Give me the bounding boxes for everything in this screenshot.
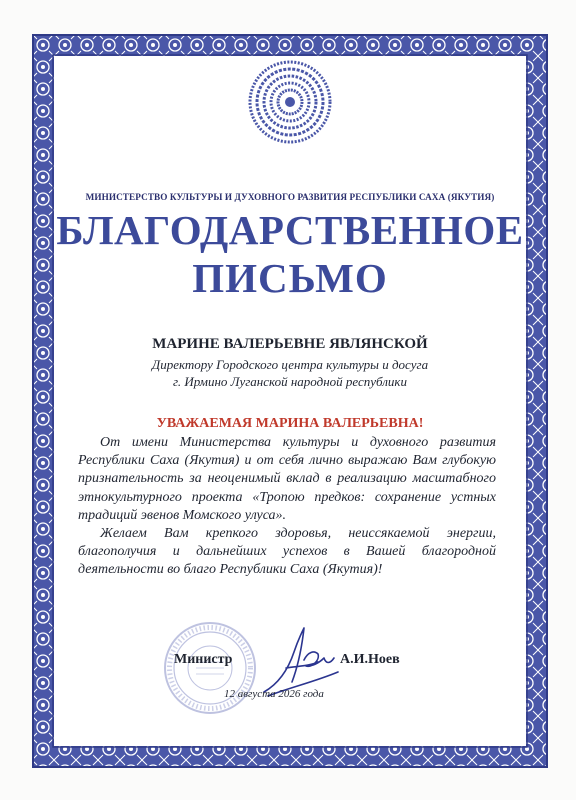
recipient-name: МАРИНЕ ВАЛЕРЬЕВНЕ ЯВЛЯНСКОЙ [152,336,428,352]
document-title-line2: ПИСЬМО [192,255,388,301]
recipient-position-line1: Директору Городского центра культуры и досуга [151,357,429,372]
body-paragraph-1: От имени Министерства культуры и духовного развития Республики Саха (Якутия) и от себя лично выражаю Вам глубокую признательность за неоценимый вклад в реализацию масштабного этнокультурного проекта «Тропою предков: сохранение устных традиций эвенов Момского улуса». [78,435,496,523]
spiral-emblem-icon [248,60,332,144]
greeting: УВАЖАЕМАЯ МАРИНА ВАЛЕРЬЕВНА! [156,416,424,431]
recipient-position-line2: г. Ирмино Луганской народной республики [173,374,407,389]
letter-body [78,434,496,580]
minister-label: Министр [174,652,233,667]
ministry-name: МИНИСТЕРСТВО КУЛЬТУРЫ И ДУХОВНОГО РАЗВИТИЯ РЕСПУБЛИКИ САХА (ЯКУТИЯ) [85,192,495,202]
document-content [54,56,526,746]
document-title-line1: БЛАГОДАРСТВЕННОЕ [56,207,524,253]
minister-name: А.И.Ноев [340,652,400,667]
body-paragraph-2: Желаем Вам крепкого здоровья, неиссякаемой энергии, благополучия и дальнейших успехов в Вашей благородной деятельности во благо Республики Саха (Якутия)! [78,526,496,578]
recipient-position [54,356,526,390]
signing-date: 12 августа 2026 года [224,688,324,700]
round-seal-icon [162,620,258,716]
